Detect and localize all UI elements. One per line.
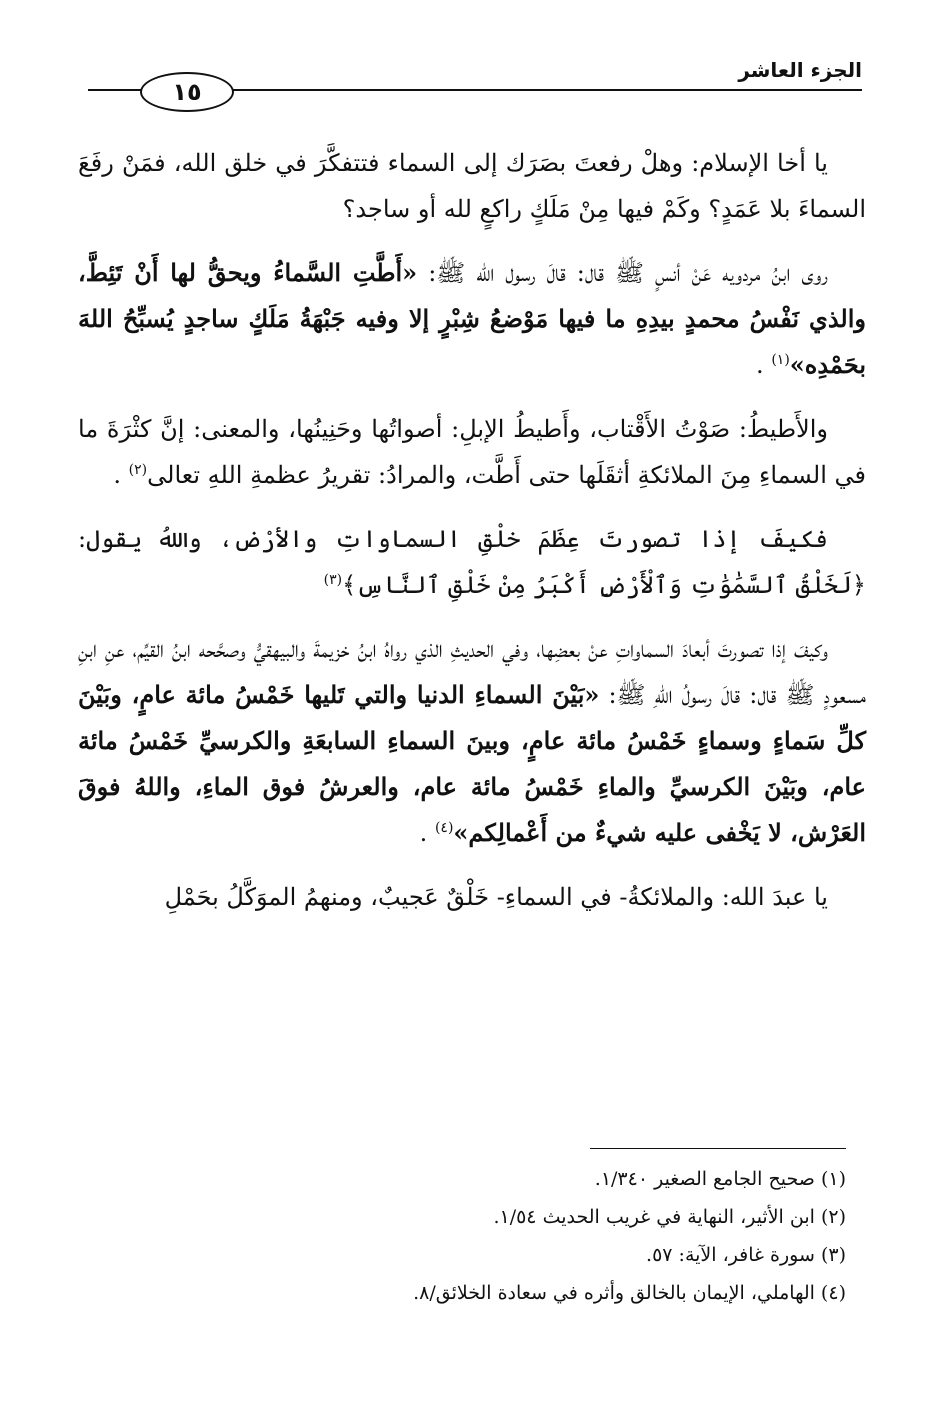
page-header xyxy=(88,58,862,122)
paragraph-2 xyxy=(78,250,866,388)
footnote-separator xyxy=(590,1148,846,1149)
page-number-badge xyxy=(140,72,234,112)
paragraph-6 xyxy=(78,874,866,920)
hadith-quote-1: «أَطَّتِ السَّماءُ ويحقُّ لها أَنْ تَئِطَّ، والذي نَفْسُ محمدٍ بيدِهِ ما فيها مَوْضعُ شِبْرٍ إلا وفيه جَبْهَةُ مَلَكٍ ساجدٍ يُسبِّحُ اللهَ بحَمْدِه» xyxy=(78,258,866,379)
footnote-2: (٢) ابن الأثير، النهاية في غريب الحديث ١/٥٤. xyxy=(493,1206,846,1228)
footnote-ref-3: (٣) xyxy=(323,572,343,588)
paragraph-4-intro: فكيفَ إذا تصورتَ عِظَمَ خلْقِ السماواتِ والأرْض، واللهُ يقول: xyxy=(78,525,828,553)
footnote-ref-2: (٢) xyxy=(128,462,148,478)
paragraph-3-end: . xyxy=(113,461,129,489)
paragraph-3 xyxy=(78,406,866,498)
footnotes xyxy=(100,1160,846,1312)
paragraph-5-end: . xyxy=(419,819,435,847)
paragraph-1-text: يا أخا الإسلام: وهلْ رفعتَ بصَرَك إلى السماء فتتفكَّرَ في خلق الله، فمَنْ رفَعَ السماءَ بلا عَمَدٍ؟ وكَمْ فيها مِنْ مَلَكٍ راكعٍ لله أو ساجد؟ xyxy=(78,149,866,223)
paragraph-2-end: . xyxy=(756,351,772,379)
paragraph-4 xyxy=(78,516,866,608)
paragraph-6-text: يا عبدَ الله: والملائكةُ- في السماءِ- خَلْقٌ عَجيبٌ، ومنهمُ الموَكَّلُ بحَمْلِ xyxy=(164,883,828,911)
paragraph-5-intro: وكيفَ إذا تصورتَ أبعادَ السماواتِ عنْ بعضِها، وفي الحديثِ الذي رواهُ ابنُ خزيمةَ والبيهقيُّ وصحَّحه ابنُ القيِّم، عنِ ابنِ مسعودٍ ﷺ قال: قالَ رسولُ اللهِ ﷺ: xyxy=(78,635,867,709)
page-number: ١٥ xyxy=(172,78,202,106)
footnote-ref-4: (٤) xyxy=(434,820,454,836)
footnote-ref-1: (١) xyxy=(771,352,790,368)
footnote-4: (٤) الهاملي، الإيمان بالخالق وأثره في سعادة الخلائق/٨. xyxy=(413,1282,846,1304)
paragraph-1 xyxy=(78,140,866,232)
footnote-1: (١) صحيح الجامع الصغير ١/٣٤٠. xyxy=(594,1168,846,1190)
paragraph-3-text: والأَطيطُ: صَوْتُ الأَقْتاب، وأَطيطُ الإبلِ: أصواتُها وحَنِينُها، والمعنى: إنَّ كثْرَةَ ما في السماءِ مِنَ الملائكةِ أثقَلَها حتى أَطَّت، والمرادُ: تقريرُ عظمةِ اللهِ تعالى xyxy=(78,415,866,489)
quran-verse: ﴿لَخَلْقُ ٱلسَّمَٰوَٰتِ وَٱلْأَرْضِ أَكْبَرُ مِنْ خَلْقِ ٱلنَّاسِ﴾ xyxy=(342,571,866,599)
paragraph-5 xyxy=(78,626,866,856)
footnote-3: (٣) سورة غافر، الآية: ٥٧. xyxy=(646,1244,846,1266)
paragraph-2-intro: روى ابنُ مردويه عَنْ أنسٍ ﷺ قال: قالَ رسول الله ﷺ: xyxy=(417,259,828,287)
main-text xyxy=(78,140,866,938)
running-title: الجزء العاشر xyxy=(738,58,862,82)
hadith-quote-2: «بَيْنَ السماءِ الدنيا والتي تَليها خَمْسُ مائة عامٍ، وبَيْنَ كلِّ سَماءٍ وسماءٍ خَمْسُ مائة عامٍ، وبينَ السماءِ السابعَةِ والكرسيِّ خَمْسُ مائة عام، وبَيْنَ الكرسيِّ والماءِ خَمْسُ مائة عام، والعرشُ فوق الماءِ، واللهُ فوقَ العَرْش، لا يَخْفى عليه شيءٌ من أَعْمالِكم» xyxy=(78,680,866,847)
